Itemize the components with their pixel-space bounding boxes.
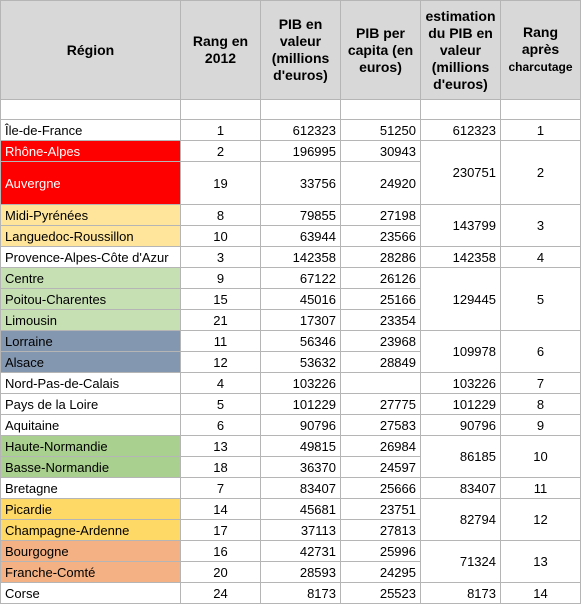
spacer-row [1, 100, 581, 120]
rank-cell: 13 [181, 436, 261, 457]
gdp-cell: 17307 [261, 310, 341, 331]
header-row [1, 1, 581, 100]
region-cell: Île-de-France [1, 120, 181, 141]
region-cell: Corse [1, 583, 181, 604]
rank-cell: 15 [181, 289, 261, 310]
gdp-per-capita-cell: 51250 [341, 120, 421, 141]
gdp-cell: 45681 [261, 499, 341, 520]
region-cell: Alsace [1, 352, 181, 373]
gdp-cell: 49815 [261, 436, 341, 457]
spacer-cell [261, 100, 341, 120]
rank-cell: 16 [181, 541, 261, 562]
spacer-cell [181, 100, 261, 120]
new-rank-cell: 9 [501, 415, 581, 436]
gdp-per-capita-cell: 30943 [341, 141, 421, 162]
table-row [1, 331, 581, 352]
gdp-cell: 8173 [261, 583, 341, 604]
table-row [1, 268, 581, 289]
header-new-rank-sub: charcutage [508, 60, 573, 74]
estimate-cell: 109978 [421, 331, 501, 373]
region-cell: Pays de la Loire [1, 394, 181, 415]
gdp-per-capita-cell: 25996 [341, 541, 421, 562]
gdp-cell: 33756 [261, 162, 341, 205]
gdp-cell: 42731 [261, 541, 341, 562]
rank-cell: 9 [181, 268, 261, 289]
new-rank-cell: 1 [501, 120, 581, 141]
header-estimate: estimation du PIB en valeur (millions d'euros) [421, 1, 501, 100]
gdp-cell: 36370 [261, 457, 341, 478]
estimate-cell: 82794 [421, 499, 501, 541]
gdp-cell: 53632 [261, 352, 341, 373]
region-cell: Lorraine [1, 331, 181, 352]
rank-cell: 11 [181, 331, 261, 352]
table-row [1, 478, 581, 499]
rank-cell: 20 [181, 562, 261, 583]
table-row [1, 120, 581, 141]
gdp-per-capita-cell: 26984 [341, 436, 421, 457]
region-cell: Aquitaine [1, 415, 181, 436]
gdp-cell: 612323 [261, 120, 341, 141]
gdp-per-capita-cell: 25666 [341, 478, 421, 499]
header-new-rank [501, 1, 581, 100]
rank-cell: 1 [181, 120, 261, 141]
table-row [1, 394, 581, 415]
header-rank: Rang en 2012 [181, 1, 261, 100]
estimate-cell: 103226 [421, 373, 501, 394]
gdp-cell: 45016 [261, 289, 341, 310]
new-rank-cell: 8 [501, 394, 581, 415]
table-row [1, 247, 581, 268]
gdp-cell: 63944 [261, 226, 341, 247]
gdp-per-capita-cell: 23968 [341, 331, 421, 352]
region-cell: Nord-Pas-de-Calais [1, 373, 181, 394]
gdp-cell: 56346 [261, 331, 341, 352]
new-rank-cell: 5 [501, 268, 581, 331]
region-cell: Provence-Alpes-Côte d'Azur [1, 247, 181, 268]
estimate-cell: 142358 [421, 247, 501, 268]
estimate-cell: 101229 [421, 394, 501, 415]
gdp-per-capita-cell: 27813 [341, 520, 421, 541]
region-cell: Auvergne [1, 162, 181, 205]
gdp-cell: 101229 [261, 394, 341, 415]
gdp-cell: 28593 [261, 562, 341, 583]
header-new-rank-main: Rang après [521, 24, 560, 57]
table-row [1, 141, 581, 162]
gdp-cell: 83407 [261, 478, 341, 499]
rank-cell: 7 [181, 478, 261, 499]
table-row [1, 499, 581, 520]
new-rank-cell: 6 [501, 331, 581, 373]
region-cell: Languedoc-Roussillon [1, 226, 181, 247]
new-rank-cell: 13 [501, 541, 581, 583]
rank-cell: 14 [181, 499, 261, 520]
gdp-per-capita-cell: 25166 [341, 289, 421, 310]
gdp-cell: 67122 [261, 268, 341, 289]
spacer-cell [341, 100, 421, 120]
region-cell: Limousin [1, 310, 181, 331]
estimate-cell: 129445 [421, 268, 501, 331]
gdp-per-capita-cell: 25523 [341, 583, 421, 604]
rank-cell: 8 [181, 205, 261, 226]
estimate-cell: 143799 [421, 205, 501, 247]
rank-cell: 6 [181, 415, 261, 436]
new-rank-cell: 2 [501, 141, 581, 205]
rank-cell: 18 [181, 457, 261, 478]
table-row [1, 583, 581, 604]
gdp-cell: 37113 [261, 520, 341, 541]
estimate-cell: 83407 [421, 478, 501, 499]
table-row [1, 205, 581, 226]
rank-cell: 10 [181, 226, 261, 247]
new-rank-cell: 7 [501, 373, 581, 394]
region-cell: Centre [1, 268, 181, 289]
spacer-cell [501, 100, 581, 120]
gdp-cell: 90796 [261, 415, 341, 436]
new-rank-cell: 3 [501, 205, 581, 247]
estimate-cell: 71324 [421, 541, 501, 583]
table-row [1, 541, 581, 562]
region-cell: Midi-Pyrénées [1, 205, 181, 226]
rank-cell: 4 [181, 373, 261, 394]
region-cell: Haute-Normandie [1, 436, 181, 457]
table-row [1, 415, 581, 436]
gdp-cell: 196995 [261, 141, 341, 162]
header-gdp: PIB en valeur (millions d'euros) [261, 1, 341, 100]
region-cell: Rhône-Alpes [1, 141, 181, 162]
estimate-cell: 230751 [421, 141, 501, 205]
rank-cell: 19 [181, 162, 261, 205]
estimate-cell: 86185 [421, 436, 501, 478]
new-rank-cell: 4 [501, 247, 581, 268]
rank-cell: 2 [181, 141, 261, 162]
gdp-cell: 103226 [261, 373, 341, 394]
spacer-cell [421, 100, 501, 120]
gdp-per-capita-cell: 23566 [341, 226, 421, 247]
gdp-cell: 142358 [261, 247, 341, 268]
new-rank-cell: 12 [501, 499, 581, 541]
region-cell: Picardie [1, 499, 181, 520]
gdp-cell: 79855 [261, 205, 341, 226]
header-region: Région [1, 1, 181, 100]
estimate-cell: 612323 [421, 120, 501, 141]
region-cell: Franche-Comté [1, 562, 181, 583]
region-cell: Poitou-Charentes [1, 289, 181, 310]
new-rank-cell: 10 [501, 436, 581, 478]
gdp-per-capita-cell: 23751 [341, 499, 421, 520]
region-cell: Bourgogne [1, 541, 181, 562]
rank-cell: 24 [181, 583, 261, 604]
header-gdp-per-capita: PIB per capita (en euros) [341, 1, 421, 100]
table-row [1, 436, 581, 457]
gdp-per-capita-cell: 26126 [341, 268, 421, 289]
new-rank-cell: 14 [501, 583, 581, 604]
gdp-per-capita-cell: 27583 [341, 415, 421, 436]
gdp-per-capita-cell: 28286 [341, 247, 421, 268]
region-cell: Champagne-Ardenne [1, 520, 181, 541]
gdp-per-capita-cell: 27198 [341, 205, 421, 226]
gdp-per-capita-cell [341, 373, 421, 394]
new-rank-cell: 11 [501, 478, 581, 499]
rank-cell: 17 [181, 520, 261, 541]
estimate-cell: 8173 [421, 583, 501, 604]
spacer-cell [1, 100, 181, 120]
rank-cell: 3 [181, 247, 261, 268]
rank-cell: 5 [181, 394, 261, 415]
gdp-per-capita-cell: 24920 [341, 162, 421, 205]
gdp-per-capita-cell: 24295 [341, 562, 421, 583]
region-cell: Bretagne [1, 478, 181, 499]
gdp-per-capita-cell: 24597 [341, 457, 421, 478]
rank-cell: 12 [181, 352, 261, 373]
gdp-per-capita-cell: 23354 [341, 310, 421, 331]
rank-cell: 21 [181, 310, 261, 331]
estimate-cell: 90796 [421, 415, 501, 436]
gdp-per-capita-cell: 27775 [341, 394, 421, 415]
gdp-per-capita-cell: 28849 [341, 352, 421, 373]
region-cell: Basse-Normandie [1, 457, 181, 478]
table-row [1, 373, 581, 394]
